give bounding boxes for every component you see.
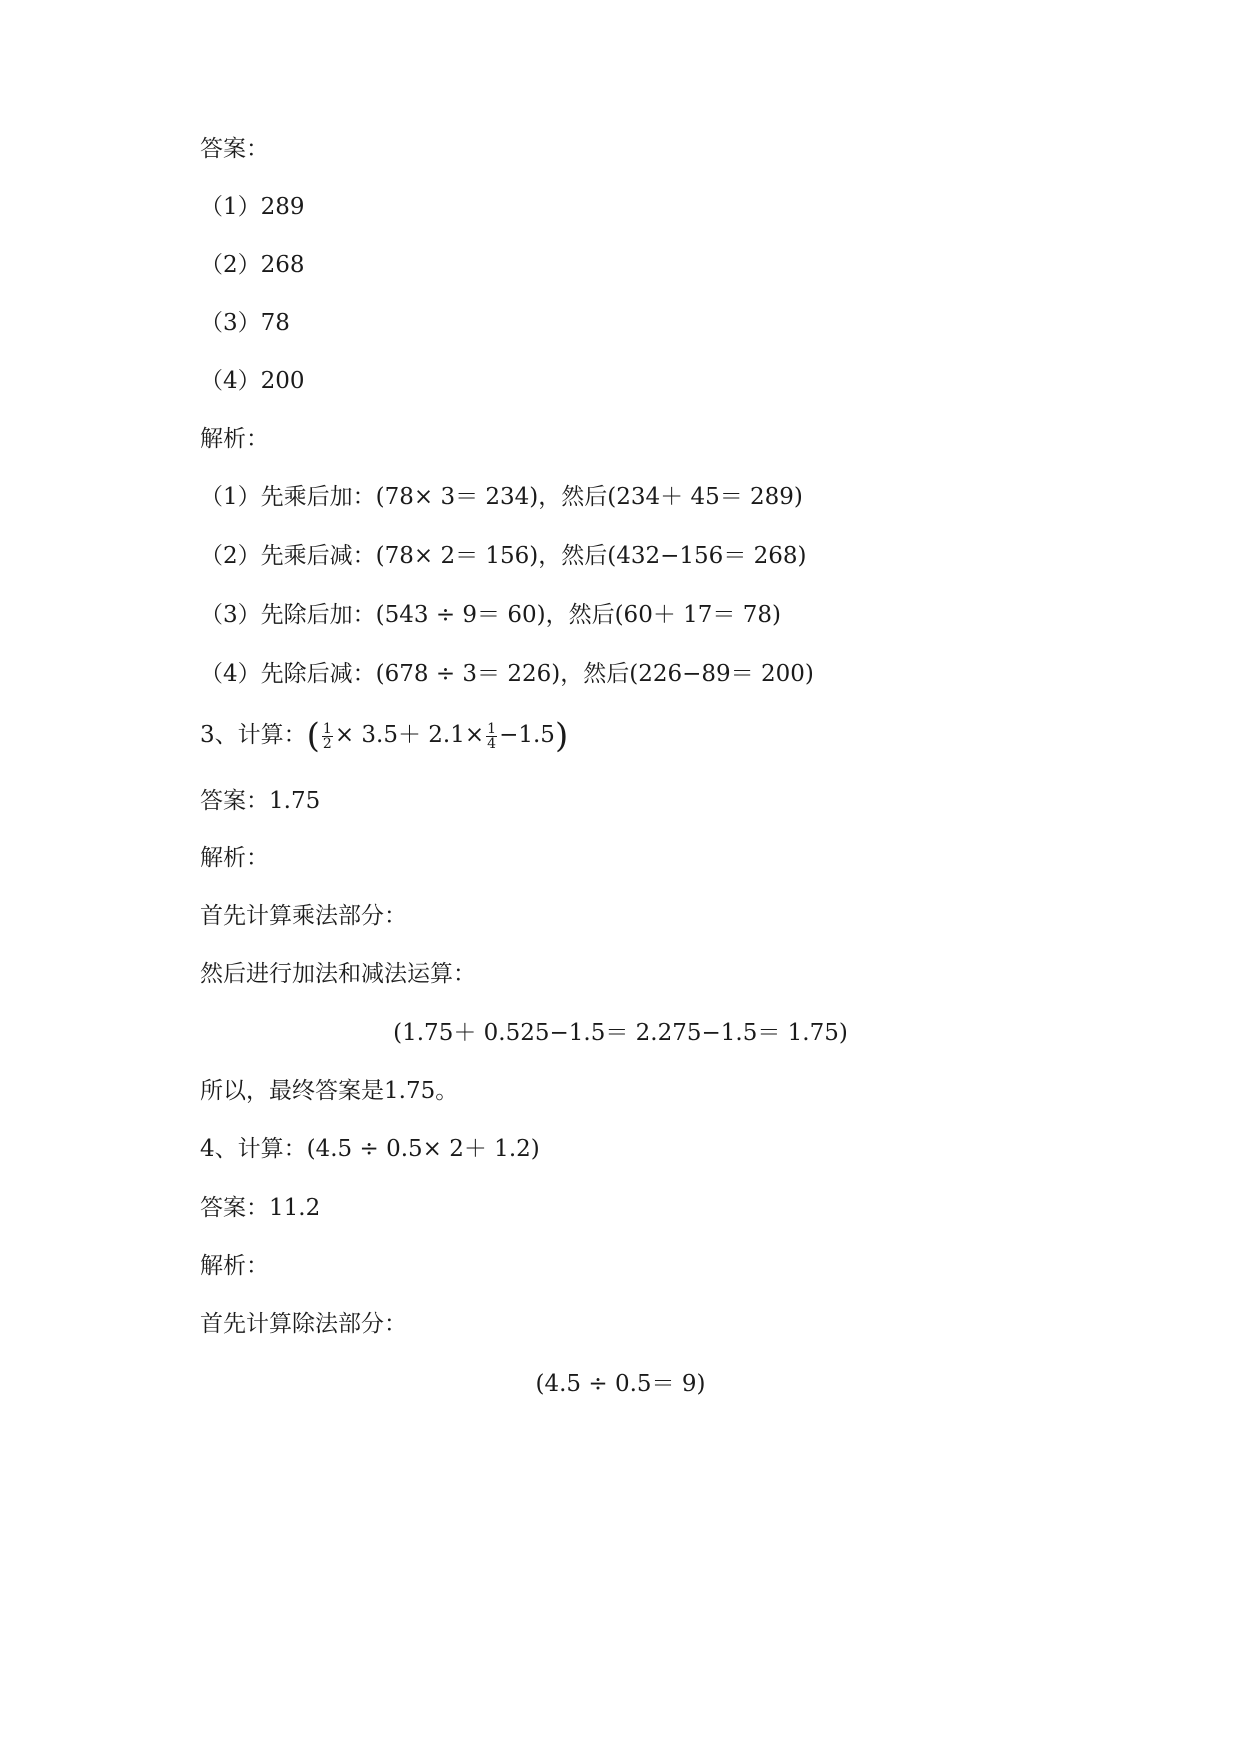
- question-3-middle: × 3.5＋ 2.1×: [334, 722, 485, 748]
- fraction-half: [322, 722, 333, 751]
- analysis-label-4: 解析：: [200, 1253, 269, 1279]
- answer-item-1: （1）289: [200, 194, 305, 220]
- answer-3: 答案：1.75: [200, 788, 321, 814]
- question-4: 4、计算：(4.5 ÷ 0.5× 2＋ 1.2): [200, 1136, 540, 1162]
- q4-step-1: 首先计算除法部分：: [200, 1311, 407, 1337]
- answer-item-4: （4）200: [200, 368, 305, 394]
- big-paren-open: (: [306, 716, 320, 756]
- answer-item-2: （2）268: [200, 252, 305, 278]
- answer-label-1: 答案：: [200, 136, 269, 162]
- analysis-step-2: （2）先乘后减：(78× 2＝ 156)，然后(432−156＝ 268): [200, 543, 807, 569]
- q3-step-2: 然后进行加法和减法运算：: [200, 961, 476, 987]
- fraction-quarter-denominator: 4: [487, 735, 497, 752]
- answer-item-3: （3）78: [200, 310, 290, 336]
- big-paren-close: ): [554, 716, 569, 756]
- fraction-quarter: [486, 722, 497, 751]
- analysis-step-4: （4）先除后减：(678 ÷ 3＝ 226)，然后(226−89＝ 200): [200, 661, 814, 687]
- question-3-prefix: 3、计算：: [200, 722, 307, 748]
- fraction-half-denominator: 2: [322, 735, 332, 752]
- answer-4: 答案：11.2: [200, 1195, 321, 1221]
- q4-equation: (4.5 ÷ 0.5＝ 9): [535, 1371, 706, 1397]
- q3-conclusion: 所以，最终答案是1.75。: [200, 1078, 459, 1104]
- q3-step-1: 首先计算乘法部分：: [200, 903, 407, 929]
- analysis-label-3: 解析：: [200, 845, 269, 871]
- q3-equation: (1.75＋ 0.525−1.5＝ 2.275−1.5＝ 1.75): [393, 1020, 848, 1046]
- fraction-half-numerator: 1: [322, 720, 332, 737]
- question-3-end: −1.5: [499, 722, 555, 748]
- analysis-label-1: 解析：: [200, 426, 269, 452]
- question-3: [200, 716, 569, 756]
- analysis-step-3: （3）先除后加：(543 ÷ 9＝ 60)，然后(60＋ 17＝ 78): [200, 602, 781, 628]
- fraction-quarter-numerator: 1: [487, 720, 497, 737]
- analysis-step-1: （1）先乘后加：(78× 3＝ 234)，然后(234＋ 45＝ 289): [200, 484, 803, 510]
